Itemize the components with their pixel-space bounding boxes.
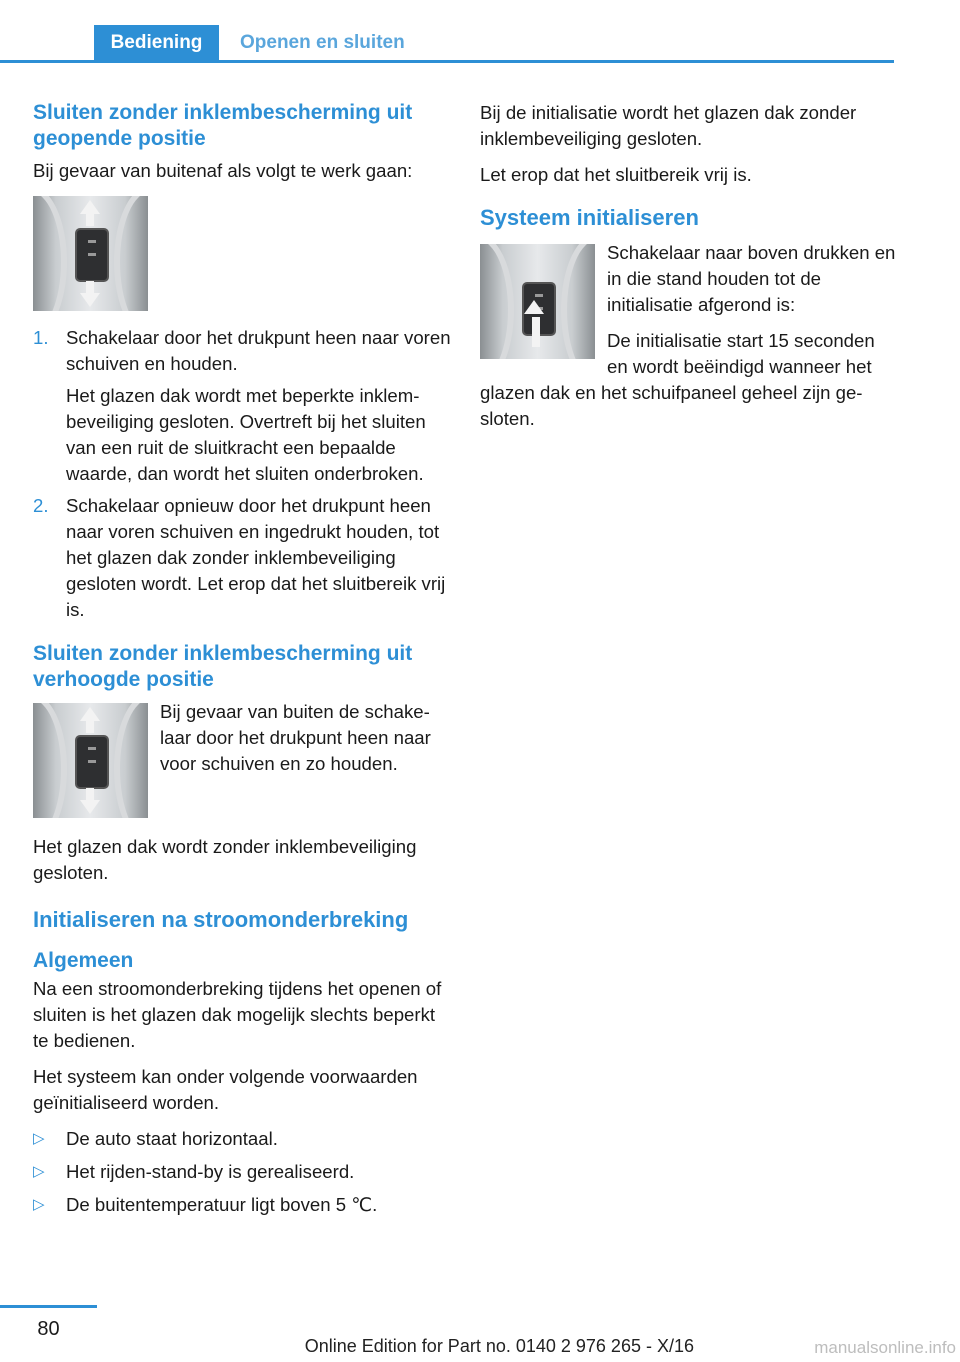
edition-text: Online Edition for Part no. 0140 2 976 265 - X/16 — [304, 1336, 694, 1356]
switch-image-1 — [33, 196, 148, 311]
left-column — [33, 100, 453, 1225]
heading-algemeen: Algemeen — [33, 949, 134, 972]
paragraph-verhoogd: Bij gevaar van buiten de schakelaar door het drukpunt heen naar voor schuiven en zo houden. — [160, 701, 431, 774]
heading-sluiten-verhoogd: Sluiten zonder inklembescherming uit verhoogde positie — [33, 642, 413, 691]
tab-openen-en-sluiten[interactable]: Openen en sluiten — [240, 32, 405, 53]
watermark: manualsonline.info — [814, 1338, 956, 1357]
paragraph-initialisatie-start: De initialisatie start 15 seconden en wordt beëindigd wanneer het glazen dak en het schuifpaneel geheel zijn gesloten. — [480, 330, 875, 429]
switch-image-2 — [33, 703, 148, 818]
paragraph-algemeen-1: Na een stroomonderbreking tijdens het openen of sluiten is het glazen dak mogelijk slechts beperkt te bedienen. — [33, 978, 442, 1051]
paragraph-schakelaar: Schakelaar naar boven drukken en in die stand houden tot de initialisatie afgerond is: — [607, 242, 896, 315]
paragraph-intro: Bij gevaar van buitenaf als volgt te werk gaan: — [33, 160, 413, 181]
footer-rule — [0, 1305, 97, 1308]
list-item: ▷ Het rijden-stand-by is gerealiseerd. — [33, 1159, 453, 1185]
paragraph-verhoogd-result: Het glazen dak wordt zonder inklembeveiliging gesloten. — [33, 836, 417, 883]
tab-bediening[interactable]: Bediening — [94, 25, 219, 61]
step-text: Schakelaar door het drukpunt heen naar voren schuiven en houden. — [66, 327, 451, 374]
heading-sluiten-geopend: Sluiten zonder inklembescherming uit geopende positie — [33, 101, 413, 150]
switch-image-3 — [480, 244, 595, 359]
heading-systeem-initialiseren: Systeem initialiseren — [480, 205, 699, 230]
step-number: 2. — [33, 495, 49, 516]
paragraph-sluitbereik: Let erop dat het sluitbereik vrij is. — [480, 164, 752, 185]
page-number: 80 — [37, 1318, 60, 1340]
step-text: Het glazen dak wordt met beperkte inklembeveiliging gesloten. Overtreft bij het sluiten van een ruit de sluitkracht een bepaalde waarde, dan wordt het sluiten onderbroken. — [66, 385, 426, 484]
list-item — [33, 493, 453, 623]
paragraph-algemeen-2: Het systeem kan onder volgende voorwaarden geïnitialiseerd worden. — [33, 1066, 418, 1113]
conditions-list — [33, 1126, 453, 1218]
right-column — [480, 100, 896, 442]
header-rule — [0, 60, 894, 63]
list-item: ▷ De buitentemperatuur ligt boven 5 ℃. — [33, 1192, 453, 1218]
list-item: ▷ De auto staat horizontaal. — [33, 1126, 453, 1152]
heading-initialiseren: Initialiseren na stroomonderbreking — [33, 907, 409, 932]
triangle-bullet-icon: ▷ — [33, 1130, 45, 1147]
paragraph-initialisatie: Bij de initialisatie wordt het glazen dak zonder inklembeveiliging gesloten. — [480, 102, 857, 149]
step-number: 1. — [33, 327, 49, 348]
triangle-bullet-icon: ▷ — [33, 1163, 45, 1180]
list-item — [33, 325, 453, 487]
triangle-bullet-icon: ▷ — [33, 1196, 45, 1213]
steps-list — [33, 325, 453, 623]
step-text: Schakelaar opnieuw door het drukpunt heen naar voren schuiven en ingedrukt houden, tot het glazen dak zonder inklembeveiliging gesloten wordt. Let erop dat het sluitbereik vrij is. — [66, 495, 446, 620]
